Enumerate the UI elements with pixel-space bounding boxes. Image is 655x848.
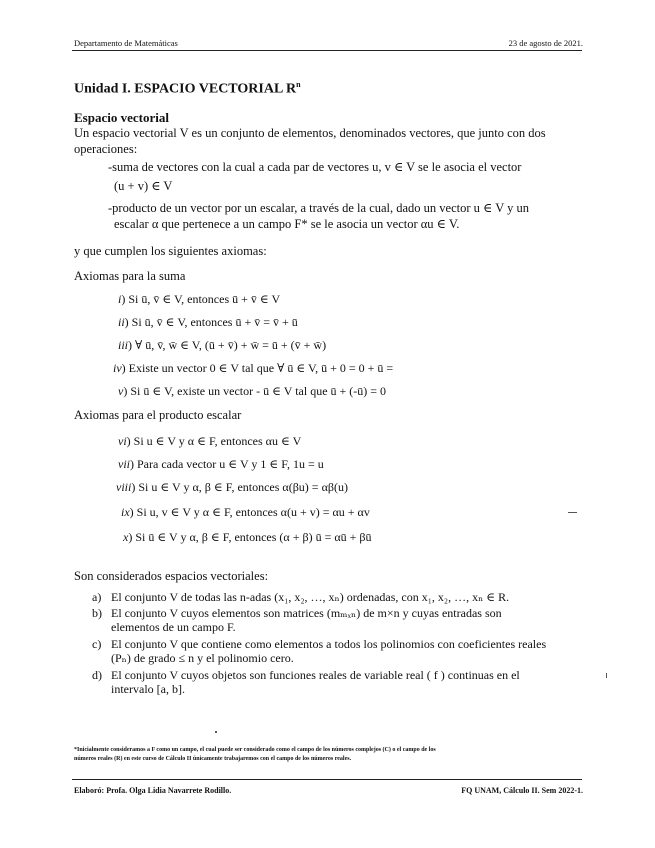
example-c-letter: c) [92,637,102,651]
header-date: 23 de agosto de 2021. [508,38,583,48]
page-title: Unidad I. ESPACIO VECTORIAL $R^n$ [74,80,301,97]
header-rule [72,50,582,51]
product-axioms-heading: Axiomas para el producto escalar [74,408,242,422]
scan-mark [568,512,577,513]
example-a-letter: a) [92,590,102,604]
product-axiom-x: x) Si ū ∈ V y α, β ∈ F, entonces (α + β) ū = αū + βū [123,530,372,544]
section-heading: Espacio vectorial [74,110,169,125]
footer-course: FQ UNAM, Cálculo II. Sem 2022-1. [461,786,583,795]
product-axiom-viii: viii) Si u ∈ V y α, β ∈ F, entonces α(βu) = αβ(u) [116,480,348,494]
sum-axiom-iv: iv) Existe un vector 0 ∈ V tal que ∀ ū ∈ V, ū + 0 = 0 + ū = [113,361,394,375]
operation-product-line-1: -producto de un vector por un escalar, a través de la cual, dado un vector u ∈ V y un [108,201,529,215]
example-b-letter: b) [92,606,102,620]
vector-spaces-heading: Son considerados espacios vectoriales: [74,569,269,583]
example-c-text-2: (Pₙ) de grado ≤ n y el polinomio cero. [111,651,294,665]
example-d-letter: d) [92,668,102,682]
scan-mark [606,673,607,678]
operation-sum-line-2: (u + v) ∈ V [114,179,173,193]
product-axiom-vi: vi) Si u ∈ V y α ∈ F, entonces αu ∈ V [118,434,302,448]
operation-sum-line-1: -suma de vectores con la cual a cada par de vectores u, v ∈ V se le asocia el vector [108,160,522,174]
product-axiom-vii: vii) Para cada vector u ∈ V y 1 ∈ F, 1u = u [118,457,324,471]
header-department: Departamento de Matemáticas [74,38,178,48]
axioms-intro: y que cumplen los siguientes axiomas: [74,244,267,258]
footnote-line-2: números reales (R) en este curso de Cálculo II únicamente trabajaremos con el campo de los números reales. [74,756,352,762]
example-b-text-2: elementos de un campo F. [111,620,236,634]
title-superscript: n [296,80,301,89]
example-b-text-1: El conjunto V cuyos elementos son matrices (mₘₓₙ) de m×n y cuyas entradas son [111,606,502,620]
operation-product-line-2: escalar α que pertenece a un campo F* se le asocia un vector αu ∈ V. [114,217,460,231]
example-d-text-2: intervalo [a, b]. [111,682,185,696]
footer-rule [72,779,582,780]
sum-axiom-v: v) Si ū ∈ V, existe un vector - ū ∈ V tal que ū + (-ū) = 0 [118,384,387,398]
sum-axiom-iii: iii) ∀ ū, v̄, w̄ ∈ V, (ū + v̄) + w̄ = ū + (v̄ + w̄) [118,338,327,352]
sum-axiom-ii: ii) Si ū, v̄ ∈ V, entonces ū + v̄ = v̄ + ū [118,315,298,329]
intro-line-1: Un espacio vectorial V es un conjunto de elementos, denominados vectores, que junto con dos [74,126,546,140]
product-axiom-ix: ix) Si u, v ∈ V y α ∈ F, entonces α(u + v) = αu + αv [121,505,370,519]
example-a-text: El conjunto V de todas las n-adas (x₁, x₂, …, xₙ) ordenadas, con x₁, x₂, …, xₙ ∈ R. [111,590,510,604]
scan-mark [215,731,217,733]
sum-axiom-i: i) Si ū, v̄ ∈ V, entonces ū + v̄ ∈ V [118,292,281,306]
footer-author: Elaboró: Profa. Olga Lidia Navarrete Rodillo. [74,786,232,795]
intro-line-2: operaciones: [74,142,138,156]
example-c-text-1: El conjunto V que contiene como elementos a todos los polinomios con coeficientes reales [111,637,547,651]
sum-axioms-heading: Axiomas para la suma [74,269,186,283]
example-d-text-1: El conjunto V cuyos objetos son funciones reales de variable real ( f ) continuas en el [111,668,520,682]
footnote-line-1: *Inicialmente consideramos a F como un campo, el cual puede ser considerado como el campo de los números complejos (C) o el campo de los [74,747,436,753]
